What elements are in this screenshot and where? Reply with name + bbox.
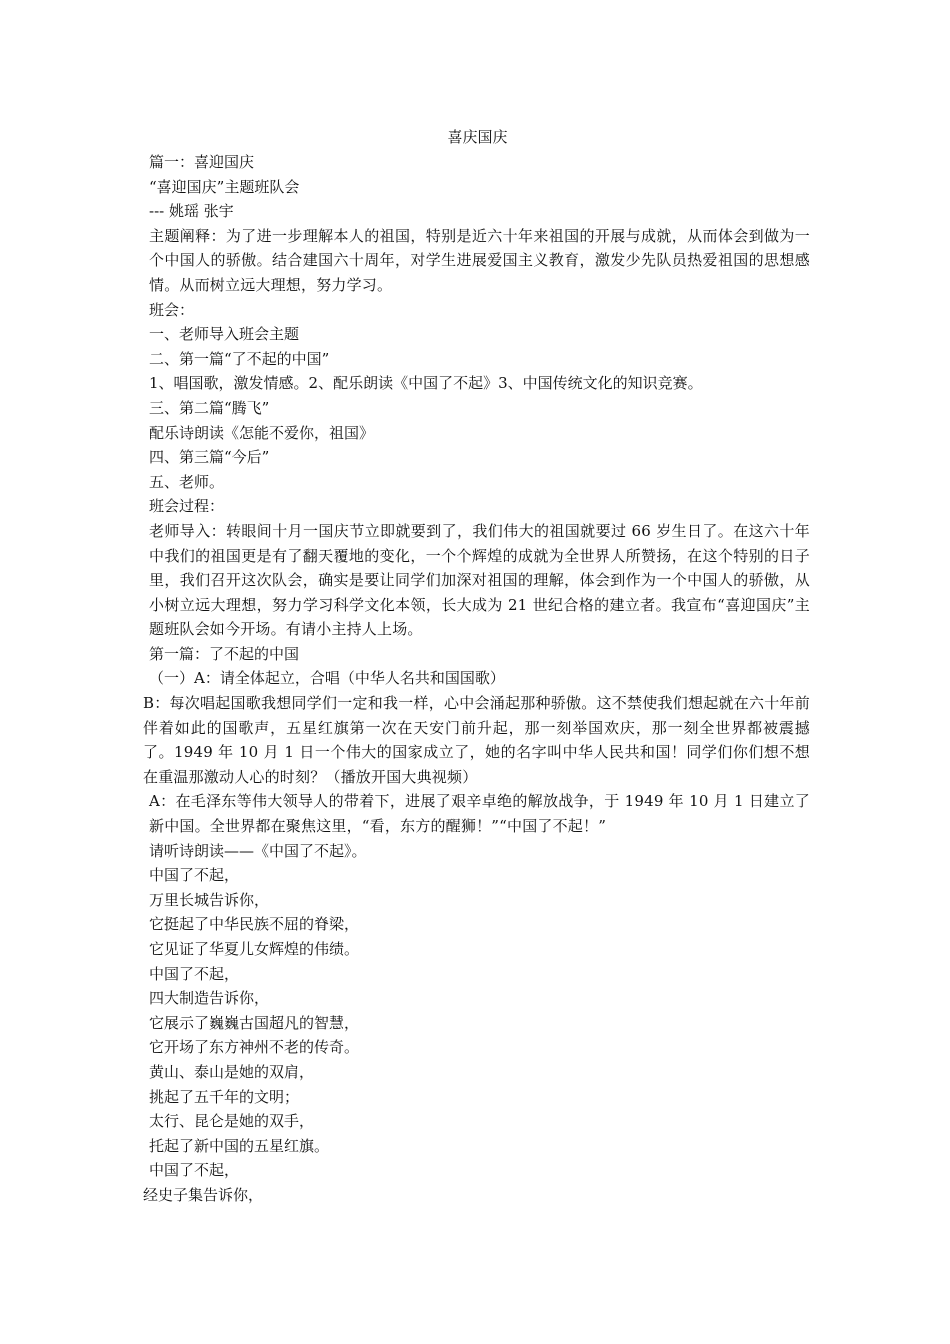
body-line: 挑起了五千年的文明；: [149, 1087, 300, 1106]
body-line: 1、唱国歌，激发情感。2、配乐朗读《中国了不起》3、中国传统文化的知识竞赛。: [149, 374, 703, 393]
body-line: 中国了不起，: [149, 1161, 240, 1180]
body-line: 托起了新中国的五星红旗。: [149, 1136, 330, 1155]
body-line: 它展示了巍巍古国超凡的智慧，: [149, 1013, 360, 1032]
body-line: （一）A：请全体起立，合唱（中华人名共和国国歌）: [149, 669, 505, 688]
body-line: 中国了不起，: [149, 866, 240, 885]
body-line: 它开场了东方神州不老的传奇。: [149, 1038, 360, 1057]
body-line: --- 姚瑶 张宇: [149, 202, 234, 221]
body-line: 三、第二篇“腾飞”: [149, 398, 270, 417]
body-line: 四、第三篇“今后”: [149, 448, 270, 467]
document-title: 喜庆国庆: [447, 128, 508, 146]
body-line: 配乐诗朗读《怎能不爱你，祖国》: [149, 423, 375, 442]
body-paragraph: A：在毛泽东等伟大领导人的带着下，进展了艰辛卓绝的解放战争，于 1949 年 10 月 1 日建立了新中国。全世界都在聚焦这里，“看，东方的醒狮！”“中国了不起！”: [149, 792, 810, 836]
body-line: 经史子集告诉你，: [143, 1185, 264, 1204]
document-body: [145, 150, 810, 1208]
body-line: 一、老师导入班会主题: [149, 325, 300, 344]
body-line: 请听诗朗读——《中国了不起》。: [149, 841, 367, 860]
body-line: 五、老师。: [149, 472, 225, 491]
body-paragraph: B：每次唱起国歌我想同学们一定和我一样，心中会涌起那种骄傲。这不禁使我们想起就在六十年前伴着如此的国歌声，五星红旗第一次在天安门前升起，那一刻举国欢庆，那一刻全世界都被震撼了。1949 年 10 月 1 日一个伟大的国家成立了，她的名字叫中华人民共和国！同学们你们想不想在重温那激动人心的时刻？（播放开国大典视频）: [143, 694, 810, 786]
body-line: 万里长城告诉你，: [149, 890, 270, 909]
document-page: [145, 125, 810, 1208]
body-line: 中国了不起，: [149, 964, 240, 983]
body-line: 它见证了华夏儿女辉煌的伟绩。: [149, 940, 360, 958]
body-line: 二、第一篇“了不起的中国”: [149, 349, 330, 368]
body-paragraph: 主题阐释：为了进一步理解本人的祖国，特别是近六十年来祖国的开展与成就，从而体会到做为一个中国人的骄傲。结合建国六十周年，对学生进展爱国主义教育，激发少先队员热爱祖国的思想感情。从而树立远大理想，努力学习。: [149, 226, 810, 294]
body-line: 太行、昆仑是她的双手，: [149, 1112, 315, 1131]
body-line: 黄山、泰山是她的双肩，: [149, 1062, 315, 1081]
body-line: 四大制造告诉你，: [149, 989, 270, 1008]
body-line: 篇一：喜迎国庆: [149, 153, 255, 171]
body-line: 班会：: [149, 300, 195, 319]
body-line: 它挺起了中华民族不屈的脊梁，: [149, 915, 360, 934]
body-line: “喜迎国庆”主题班队会: [149, 177, 300, 196]
body-line: 第一篇：了不起的中国: [149, 644, 300, 663]
body-line: 班会过程：: [149, 497, 225, 516]
body-paragraph: 老师导入：转眼间十月一国庆节立即就要到了，我们伟大的祖国就要过 66 岁生日了。在这六十年中我们的祖国更是有了翻天覆地的变化，一个个辉煌的成就为全世界人所赞扬，在这个特别的日子里，我们召开这次队会，确实是要让同学们加深对祖国的理解，体会到作为一个中国人的骄傲，从小树立远大理想，努力学习科学文化本领，长大成为 21 世纪合格的建立者。我宣布“喜迎国庆”主题班队会如今开场。有请小主持人上场。: [149, 521, 810, 639]
